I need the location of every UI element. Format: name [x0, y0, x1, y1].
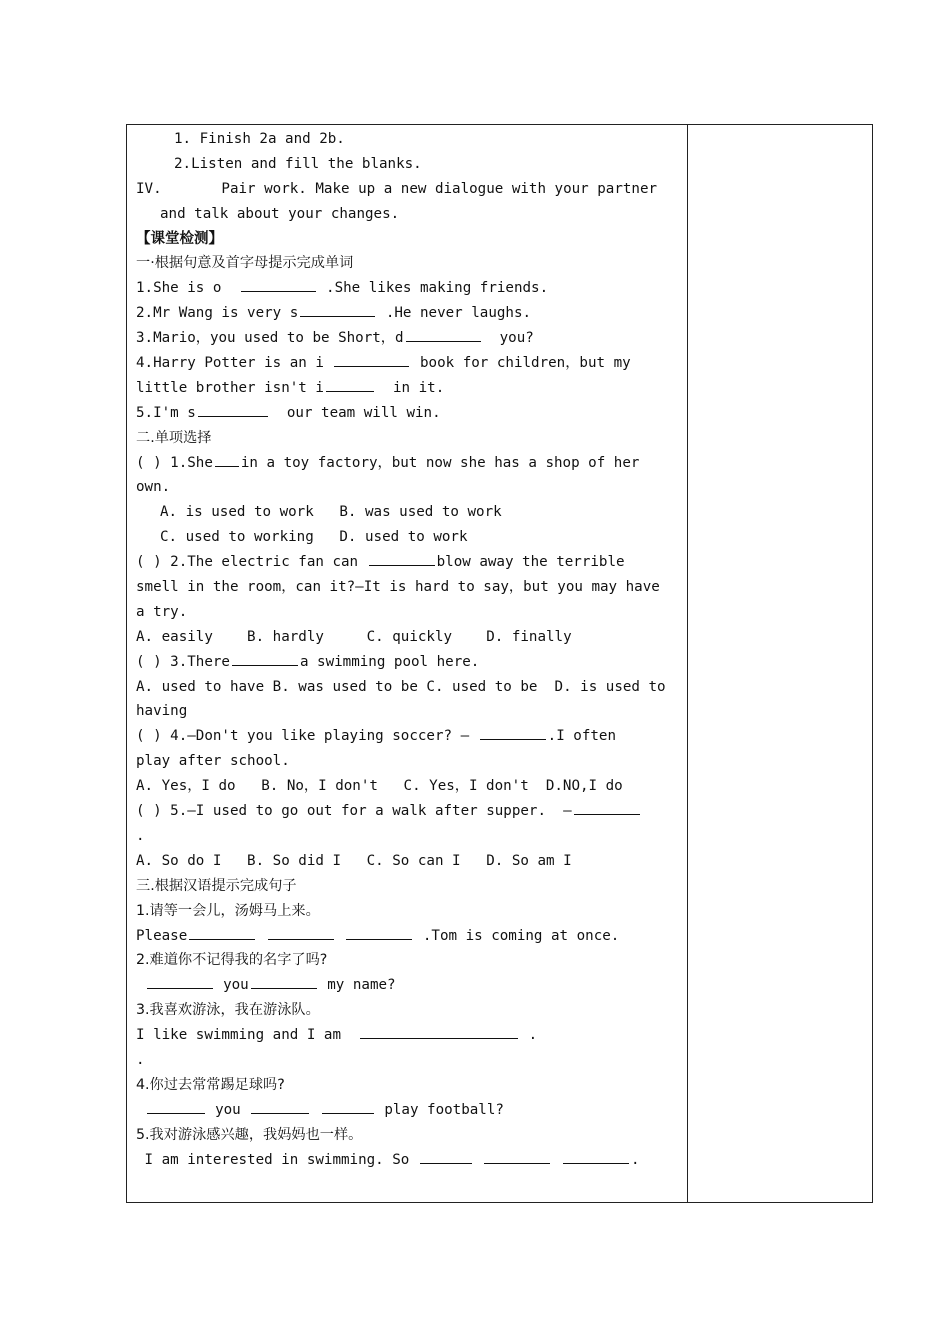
answer-blank[interactable] — [300, 302, 375, 317]
answer-blank[interactable] — [563, 1149, 629, 1164]
column-divider — [687, 125, 688, 1202]
answer-blank[interactable] — [251, 974, 317, 989]
section-title: 【课堂检测】 — [136, 230, 223, 247]
sentence-chinese: 5.我对游泳感兴趣，我妈妈也一样。 — [136, 1126, 363, 1143]
task-line: 1. Finish 2a and 2b. — [174, 131, 345, 147]
answer-blank[interactable] — [369, 551, 435, 566]
question-line: smell in the room，can it?—It is hard to say，but you may have — [136, 579, 660, 596]
answer-blank[interactable] — [360, 1024, 518, 1039]
question-line: 3.Mario，you used to be Short，d you? — [136, 326, 676, 351]
answer-blank[interactable] — [147, 1099, 205, 1114]
question-line: a try. — [136, 603, 188, 620]
sentence-english: I am interested in swimming. So . — [136, 1148, 676, 1173]
question-line: play after school. — [136, 753, 290, 770]
answer-blank[interactable] — [215, 452, 239, 467]
answer-blank[interactable] — [420, 1149, 472, 1164]
answer-blank[interactable] — [484, 1149, 550, 1164]
question-line: 1.She is o .She likes making friends. — [136, 276, 676, 301]
part1-title: 一·根据句意及首字母提示完成单词 — [136, 255, 354, 272]
task-line: 2.Listen and fill the blanks. — [174, 155, 422, 172]
question-line: little brother isn't i in it. — [136, 376, 676, 401]
question-line: 4.Harry Potter is an i book for children，but my — [136, 351, 676, 376]
option-line: A. easily B. hardly C. quickly D. finally — [136, 628, 572, 645]
sentence-english: Please .Tom is coming at once. — [136, 924, 676, 949]
content-column — [136, 127, 676, 1172]
option-line: A. So do I B. So did I C. So can I D. So am I — [136, 852, 572, 869]
task-line: IV. Pair work. Make up a new dialogue with your partner — [136, 180, 658, 197]
answer-blank[interactable] — [251, 1099, 309, 1114]
answer-blank[interactable] — [346, 925, 412, 940]
option-line: A. is used to work B. was used to work — [160, 504, 502, 521]
answer-blank[interactable] — [147, 974, 213, 989]
question-line: ( ) 3.There a swimming pool here. — [136, 650, 676, 675]
part3-title: 三.根据汉语提示完成句子 — [136, 877, 297, 894]
sentence-chinese: 1.请等一会儿，汤姆马上来。 — [136, 902, 320, 919]
question-line: ( ) 5.—I used to go out for a walk after supper. — — [136, 799, 676, 824]
question-line: 5.I'm s our team will win. — [136, 401, 676, 426]
part2-title: 二.单项选择 — [136, 429, 212, 446]
sentence-chinese: 3.我喜欢游泳，我在游泳队。 — [136, 1002, 320, 1019]
option-line: C. used to working D. used to work — [160, 529, 468, 546]
answer-blank[interactable] — [334, 352, 409, 367]
option-line: A. used to have B. was used to be C. used to be D. is used to — [136, 678, 666, 695]
worksheet-table — [126, 124, 873, 1203]
answer-blank[interactable] — [574, 800, 640, 815]
answer-blank[interactable] — [268, 925, 334, 940]
sentence-chinese: 2.难道你不记得我的名字了吗? — [136, 952, 328, 969]
answer-blank[interactable] — [406, 327, 481, 342]
task-line: and talk about your changes. — [160, 205, 400, 222]
question-line: own. — [136, 479, 171, 496]
sentence-english: you my name? — [136, 973, 676, 998]
question-line: 2.Mr Wang is very s .He never laughs. — [136, 301, 676, 326]
option-line: A. Yes，I do B. No，I don't C. Yes，I don't D.NO,I do — [136, 778, 623, 795]
question-line: . — [136, 827, 145, 844]
question-line: ( ) 2.The electric fan can blow away the terrible — [136, 550, 676, 575]
answer-blank[interactable] — [232, 651, 298, 666]
question-line: ( ) 4.—Don't you like playing soccer? — .I often — [136, 724, 676, 749]
question-line: ( ) 1.She in a toy factory，but now she has a shop of her — [136, 451, 676, 476]
answer-blank[interactable] — [189, 925, 255, 940]
answer-blank[interactable] — [326, 377, 374, 392]
option-line: having — [136, 703, 188, 720]
answer-blank[interactable] — [322, 1099, 374, 1114]
sentence-english: . — [136, 1051, 145, 1068]
answer-blank[interactable] — [241, 277, 316, 292]
sentence-english: you play football? — [136, 1098, 676, 1123]
answer-blank[interactable] — [480, 725, 546, 740]
answer-blank[interactable] — [198, 402, 268, 417]
sentence-chinese: 4.你过去常常踢足球吗? — [136, 1076, 285, 1093]
sentence-english: I like swimming and I am . — [136, 1023, 676, 1048]
